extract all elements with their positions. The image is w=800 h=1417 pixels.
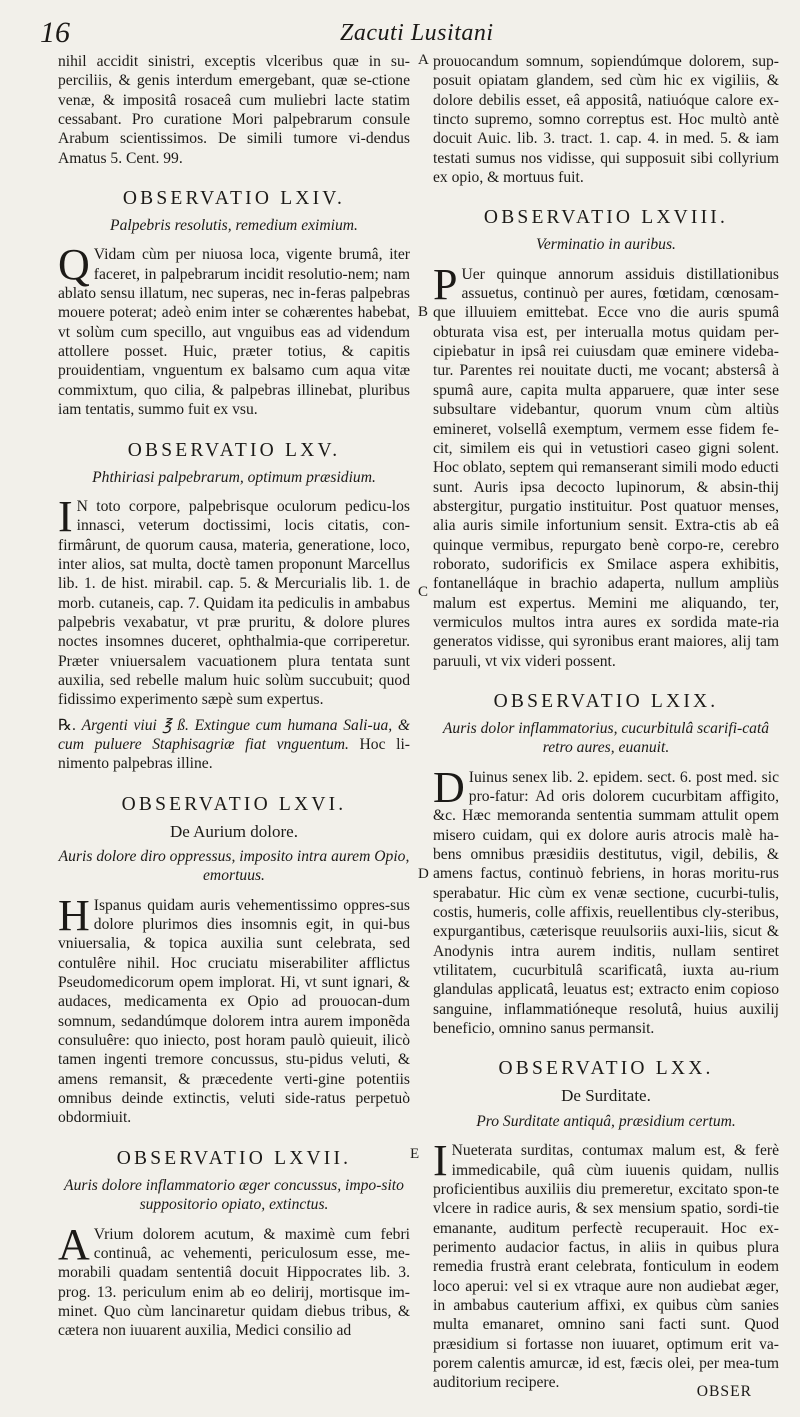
observation-65-subtitle: Phthiriasi palpebrarum, optimum præsidium.: [92, 468, 376, 486]
page-number: 16: [40, 16, 70, 49]
observation-64-subtitle: Palpebris resolutis, remedium eximium.: [110, 217, 358, 235]
observation-69-heading: OBSERVATIO LXIX.: [493, 690, 719, 712]
observation-67-body: [58, 1219, 410, 1341]
right-intro-paragraph: prouocandum somnum, sopiendúmque dolorem, sup-posuit opiatam glandem, sed cùm hic ex vigiliis, & dolore debilis esset, eâ appositâ, natiuóque calore ex-tincto supremo, somno correptus est. Hoc multò antè docuit Auic. lib. 3. tract. 1. cap. 4. in med. 5. & iam testati sumus nos vidisse, qui supposuit sibi collyrium ex opio, & mortuus fuit.: [433, 53, 779, 187]
recipe-text: Argenti viui ℥ ß. Extingue cum humana Sali-ua, & cum puluere Staphisagriæ fiat vnguentum.: [58, 716, 410, 753]
dropcap: H: [58, 890, 90, 940]
dropcap: I: [58, 491, 73, 541]
running-head: [40, 16, 760, 50]
observation-70-title: De Surditate.: [561, 1086, 651, 1106]
margin-letter-b: B: [418, 304, 429, 320]
margin-letter-d: D: [418, 866, 429, 882]
recipe-sign: ℞.: [58, 716, 76, 734]
observation-64-text: Vidam cùm per niuosa loca, vigente brumâ, iter faceret, in palpebrarum incidit resolutio-nem; nam ablato sensu illatum, nec superas, nec in-feras palpebras mouere poterat; adeò enim inter se cohærentes habebat, vt solùm cum specillo, aut vnguibus eas ad videndum attollere posset. Huic, præter totius, & capitis prouidentiam, vnguentum ex balsamo cum aqua vitæ commixtum, quo cilia, & palpebras illinebat, pluribus iam tentatis, summo fuit ex vsu.: [58, 246, 410, 419]
dropcap: I: [433, 1136, 448, 1186]
dropcap: Q: [58, 240, 90, 290]
observation-67-text: Vrium dolorem acutum, & maximè cum febri continuâ, ac vehementi, periculosum esse, me-morabili quadam sententiâ docuit Hippocrates lib. 3. prog. 13. periculum enim ab eo delirij, mortisque im-minet. Quo cùm lancinaretur quidam diebus tribus, & cætera non iuuarent auxilia, Medici consilio ad: [58, 1225, 410, 1340]
observation-67-heading: OBSERVATIO LXVII.: [116, 1147, 352, 1169]
observation-64-heading: OBSERVATIO LXIV.: [122, 188, 346, 210]
left-intro-paragraph: nihil accidit sinistri, exceptis vlceribus quæ in su-perciliis, & genis interdum emergebant, quæ se-ctione venæ, & impositâ rosaceâ cum muliebri lacte statim cessabant. Pro curatione Mori palpebrarum consule Arabum scientissimos. De simili tumore vi-dendus Amatus 5. Cent. 99.: [58, 53, 410, 167]
observation-66-title: De Aurium dolore.: [170, 821, 298, 841]
margin-letter-a: A: [418, 52, 429, 68]
observation-65-heading: OBSERVATIO LXV.: [127, 439, 341, 461]
dropcap: P: [433, 259, 458, 309]
observation-70-subtitle: Pro Surditate antiquâ, præsidium certum.: [476, 1112, 736, 1130]
observation-69-subtitle: Auris dolor inflammatorius, cucurbitulâ scarifi-catâ retro aures, euanuit.: [442, 719, 770, 757]
observation-68-text: Uer quinque annorum assiduis distillationibus assuetus, continuò per aures, fœtidam, cœnosam-que illuuiem emittebat. Ecce vno die auris spumâ obturata visa est, per interualla motus quidam per-cipiebatur in ipsâ rei cuiusdam quæ eminere videba-tur. Parentes rei nouitate ducti, me vocant; abstersâ à spumâ aure, capita multa apparuere, quæ inter sese subsultare videbantur, quorum vnum cùm altiùs emineret, volsellâ exemptum, vermem esse fidem fe-cit, similem eis qui in vetustiori caseo gigni solent. Hoc oblato, septem qui remanserant simili modo educti sunt. Auris ipsa decocto lupinorum, & absin-thij abstergitur, purgatio instituitur. Post quatuor menses, alia auris simile infortunium sensit. Extra-ctis ab eâ quinque vermibus, repurgato benè corpo-re, cerebro roborato, sudorificis ex Smilace aspera exhibitis, fontanelláque in brachio adaperta, nullum ampliùs malum est expertus. Memini me aliquando, ter, vermiculos multos intra aures ex sordida mate-ria generatos vidisse, qui syronibus erant maiores, alij tam paruuli, vt vix videri possent.: [433, 265, 779, 670]
observation-67-subtitle: Auris dolore inflammatorio æger concussus, impo-sito suppositorio opiato, extinctus.: [64, 1176, 404, 1214]
observation-65-recipe: [58, 716, 410, 774]
observation-66-subtitle: Auris dolore diro oppressus, imposito intra aurem Opio, emortuus.: [58, 848, 410, 885]
right-column: [433, 52, 779, 1393]
dropcap: A: [58, 1219, 90, 1269]
observation-66-body: [58, 890, 410, 1128]
recipe-instruction: Hoc li-nimento palpebras illine.: [58, 735, 410, 773]
observation-70-body: [433, 1136, 779, 1392]
observation-66-text: Ispanus quidam auris vehementissimo oppres-sus dolore plurimos dies insomnis egit, in qui-bus vniuersalia, & topica auxilia sunt celebrata, sed contulêre nihil. Hoc cruciatu miserabiliter afflictus Pseudomedicorum opem implorat. Hi, vt sunt ignari, & audaces, medicamenta ex Opio ad prouocan-dum somnum, sedandúmque dolorem intra aurem imponẽda consuluêre: quo iniecto, post horam paulò quieuit, ilicò tamen ingenti tremore concussus, stu-pidus veluti, & amens remansit, & præcedente verti-gine potentiis omnibus deinde extinctis, veluti side-ratus perpetuò obdormiuit.: [58, 896, 410, 1127]
observation-65-body: [58, 491, 410, 710]
observation-70-heading: OBSERVATIO LXX.: [498, 1058, 714, 1080]
catchword: OBSER: [696, 1383, 752, 1400]
margin-letter-c: C: [418, 584, 429, 600]
observation-64-body: [58, 240, 410, 419]
dropcap: D: [433, 762, 465, 812]
left-column: [58, 52, 410, 1341]
observation-68-subtitle: Verminatio in auribus.: [536, 236, 676, 254]
observation-65-text: N toto corpore, palpebrisque oculorum pedicu-los innasci, veterum doctissimi, locis citatis, con-firmârunt, de quorum causa, materia, generatione, loco, inter alios, sat multa, doctè tamen proponunt Marcellus lib. 1. de hist. mirabil. cap. 5. & Mercurialis lib. 1. de morb. cutaneis, cap. 7. Quidam ita pediculis in ambabus palpebris vexabatur, vt præ pruritu, & dolore plures noctes insomnes duceret, ophthalmia-que corriperetur. Præter vniuersalem vacuationem plura tentata sunt auxilia, sed rebelle malum huic solùm succubuit; quod fidissimo experimento sæpè sum expertus.: [58, 497, 410, 709]
margin-letter-e: E: [410, 1146, 420, 1162]
observation-66-heading: OBSERVATIO LXVI.: [121, 793, 347, 815]
running-title: Zacuti Lusitani: [340, 20, 494, 46]
observation-68-body: [433, 259, 779, 671]
observation-69-body: [433, 762, 779, 1039]
observation-68-heading: OBSERVATIO LXVIII.: [483, 207, 729, 229]
observation-69-text: Iuinus senex lib. 2. epidem. sect. 6. post med. sic pro-fatur: Ad oris dolorem cucurbitam affigito, &c. Hæc memoranda sententia summam attulit opem misero cuidam, qui ex dolore auris atrocis malè ha-bens omnibus præsidiis destitutus, vigil, debilis, & amens factus, continuò febriens, in horas moritu-rus sperabatur. Hic cùm ex venæ sectione, cucurbi-tulis, costis, humeris, colle affixis, reuellentibus cly-steribus, expurgantibus, cæterisque reuulsoriis auxi-liis, sicut & Anodynis intra aurem inditis, nullam sentiret vtilitatem, cucurbitulâ scarificatâ, iuxta au-rium glandulas applicatâ, leuatus est; extracto enim copioso sanguine, inflammatióneque resolutâ, huius auxilij beneficio, omnino sanus permansit.: [433, 768, 779, 1038]
observation-70-text: Nueterata surditas, contumax malum est, & ferè immedicabile, quâ cùm iuuenis quidam, nullis proficientibus auxiliis diu premeretur, excitato spon-te vlcere in radice auris, & sex mensium spatio, sordi-tie emanante, auditum perfectè recuperauit. Hoc ex-perimento audacior factus, in aliis in quibus plura remedia frustrà erant celebrata, fonticulum in eodem loco aperui: vel si ex vtraque aure non audiebat æger, in ambabus cauterium affixi, ex quibus cùm sanies multa emanaret, omnino sani facti sunt. Quod præsidium si fortasse non iuuaret, optimum erit va-porem calentis amurcæ, id est, fæcis olei, per mea-tum auditorium recipere.: [433, 1142, 779, 1392]
